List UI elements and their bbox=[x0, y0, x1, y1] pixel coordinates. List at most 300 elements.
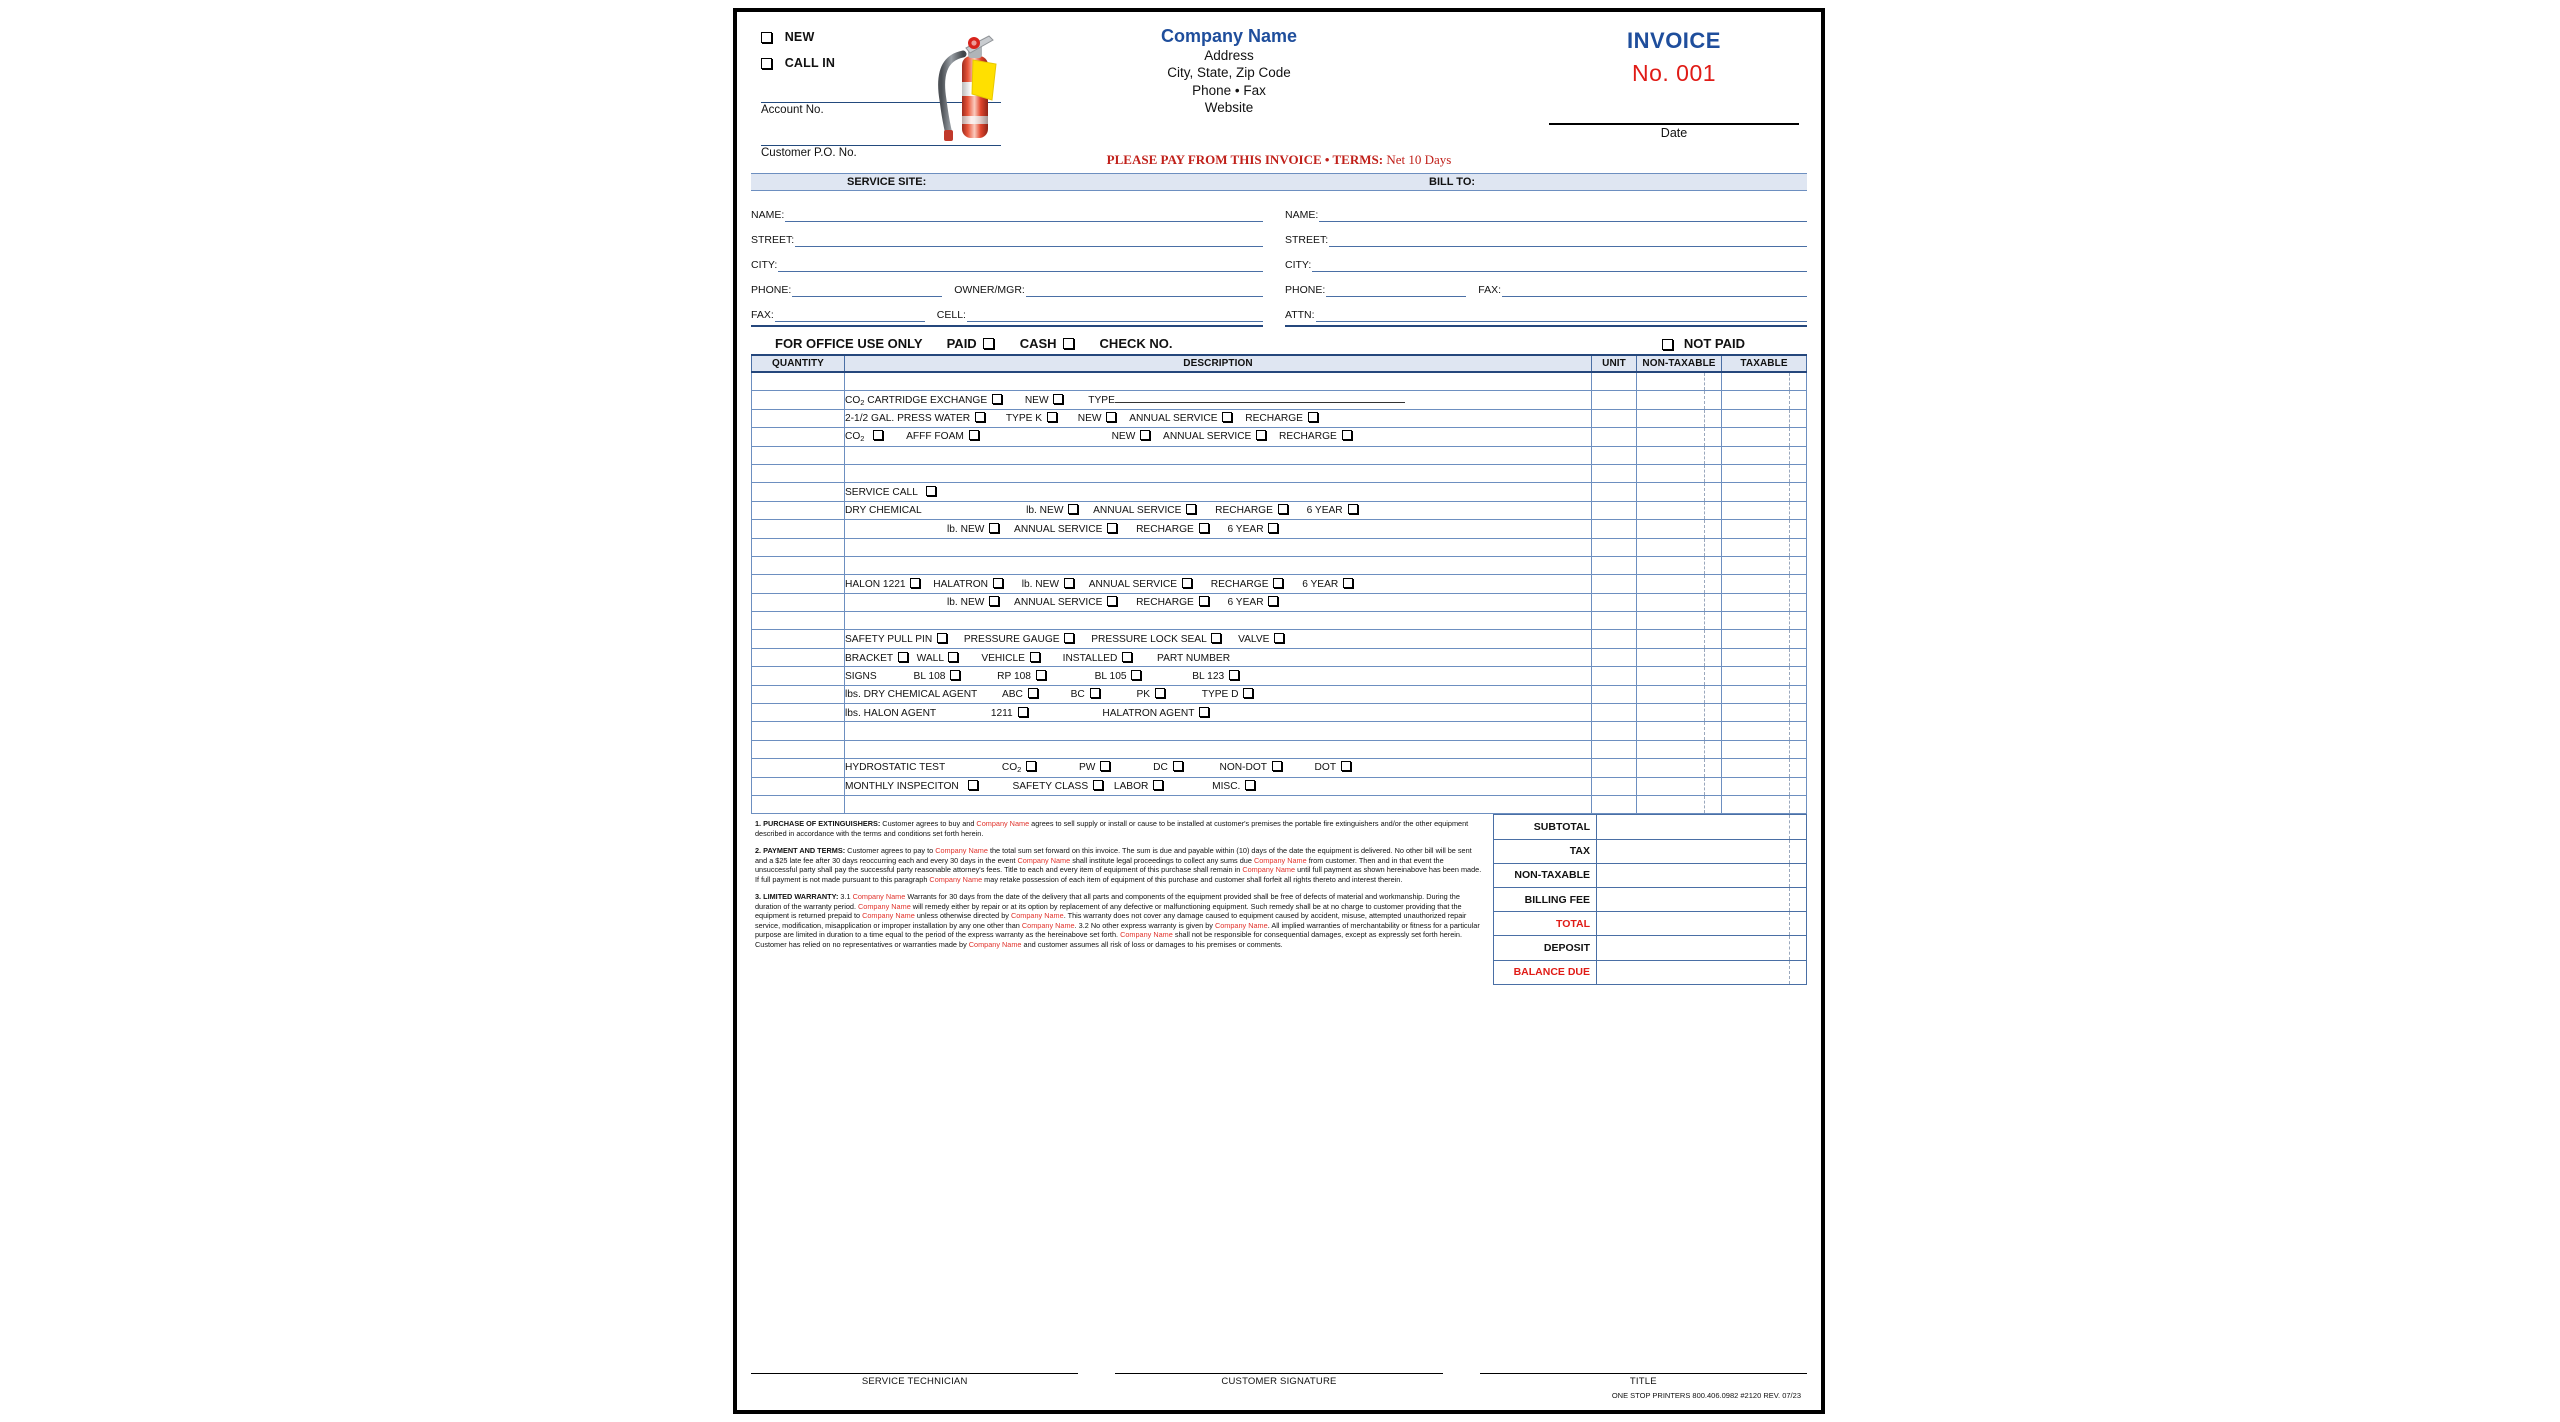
checkbox-icon[interactable] bbox=[1273, 578, 1283, 588]
qty-cell[interactable] bbox=[752, 612, 845, 630]
checkbox-icon[interactable] bbox=[1068, 504, 1078, 514]
checkbox-icon[interactable] bbox=[1278, 504, 1288, 514]
bill-street-row bbox=[1285, 222, 1807, 247]
part-number-label: PART NUMBER bbox=[1157, 652, 1231, 664]
checkbox-icon[interactable] bbox=[969, 430, 979, 440]
table-row[interactable] bbox=[752, 428, 1807, 446]
tax-cell[interactable] bbox=[1722, 520, 1807, 538]
table-row[interactable] bbox=[752, 391, 1807, 409]
company-token: Company Name bbox=[858, 901, 911, 911]
checkbox-icon[interactable] bbox=[992, 394, 1002, 404]
halatron-agent-label: HALATRON AGENT bbox=[1102, 707, 1195, 719]
checkbox-icon[interactable] bbox=[1173, 761, 1183, 771]
unit-cell[interactable] bbox=[1592, 777, 1637, 795]
checkbox-call-in-icon[interactable] bbox=[761, 58, 772, 69]
service-city-input[interactable] bbox=[778, 257, 1263, 272]
deposit-label: DEPOSIT bbox=[1493, 936, 1597, 959]
checkbox-icon[interactable] bbox=[1348, 504, 1358, 514]
table-row[interactable] bbox=[752, 464, 1807, 482]
nontax-cell[interactable] bbox=[1637, 483, 1722, 501]
bill-attn-input[interactable] bbox=[1316, 307, 1807, 322]
checkbox-icon[interactable] bbox=[1155, 688, 1165, 698]
co2-label: $CO_2$ bbox=[1001, 762, 1022, 775]
recharge-label: RECHARGE bbox=[1279, 431, 1337, 443]
checkbox-new-icon[interactable] bbox=[761, 32, 772, 43]
checkbox-icon[interactable] bbox=[1341, 761, 1351, 771]
checkbox-icon[interactable] bbox=[1211, 633, 1221, 643]
company-token: Company Name bbox=[1120, 930, 1173, 940]
terms-2f: may retake possession of each item of equipment of this purchase and customer shall forfeit all rights thereto and interest therein. bbox=[982, 874, 1403, 884]
table-row[interactable] bbox=[752, 777, 1807, 795]
lb-new-label: lb. NEW bbox=[947, 597, 985, 609]
checkbox-icon[interactable] bbox=[1274, 633, 1284, 643]
checkbox-icon[interactable] bbox=[1256, 430, 1266, 440]
qty-cell[interactable] bbox=[752, 372, 845, 391]
nontax-cell[interactable] bbox=[1637, 575, 1722, 593]
unit-cell[interactable] bbox=[1592, 704, 1637, 722]
qty-cell[interactable] bbox=[752, 630, 845, 648]
bl108-label: BL 108 bbox=[913, 670, 946, 682]
checkbox-icon[interactable] bbox=[1053, 394, 1063, 404]
table-row[interactable] bbox=[752, 409, 1807, 427]
table-row[interactable] bbox=[752, 593, 1807, 611]
checkbox-icon[interactable] bbox=[1122, 652, 1132, 662]
tax-cell[interactable] bbox=[1722, 483, 1807, 501]
checkbox-icon[interactable] bbox=[926, 486, 936, 496]
qty-cell[interactable] bbox=[752, 446, 845, 464]
checkbox-icon[interactable] bbox=[1308, 412, 1318, 422]
installed-label: INSTALLED bbox=[1062, 652, 1118, 664]
desc-cell[interactable] bbox=[845, 538, 1592, 556]
checkbox-icon[interactable] bbox=[989, 596, 999, 606]
pw-label: PW bbox=[1078, 762, 1096, 774]
qty-cell[interactable] bbox=[752, 501, 845, 519]
checkbox-icon[interactable] bbox=[1199, 707, 1209, 717]
checkbox-icon[interactable] bbox=[1090, 688, 1100, 698]
signature-service-technician bbox=[751, 1373, 1078, 1387]
tax-cell[interactable] bbox=[1722, 612, 1807, 630]
unit-cell[interactable] bbox=[1592, 501, 1637, 519]
unit-cell[interactable] bbox=[1592, 593, 1637, 611]
desc-cell[interactable] bbox=[845, 777, 1592, 795]
type-label: TYPE bbox=[1088, 395, 1115, 407]
table-row[interactable] bbox=[752, 759, 1807, 777]
pay-terms-net: Net 10 Days bbox=[1386, 152, 1452, 167]
terms-1-title: 1. PURCHASE OF EXTINGUISHERS: bbox=[755, 819, 881, 829]
qty-cell[interactable] bbox=[752, 391, 845, 409]
service-street-input[interactable] bbox=[795, 232, 1263, 247]
checkbox-icon[interactable] bbox=[1343, 578, 1353, 588]
nontax-cell[interactable] bbox=[1637, 391, 1722, 409]
checkbox-icon[interactable] bbox=[1222, 412, 1232, 422]
desc-cell[interactable] bbox=[845, 722, 1592, 740]
table-row[interactable] bbox=[752, 685, 1807, 703]
signature-row bbox=[751, 1373, 1807, 1387]
checkbox-icon[interactable] bbox=[937, 633, 947, 643]
signature-title bbox=[1480, 1373, 1807, 1387]
unit-cell[interactable] bbox=[1592, 409, 1637, 427]
checkbox-icon[interactable] bbox=[1245, 780, 1255, 790]
desc-cell[interactable] bbox=[845, 704, 1592, 722]
desc-cell[interactable] bbox=[845, 556, 1592, 574]
tax-cell[interactable] bbox=[1722, 575, 1807, 593]
service-name-label: NAME: bbox=[751, 209, 785, 221]
checkbox-icon[interactable] bbox=[1131, 670, 1141, 680]
bill-phone-label: PHONE: bbox=[1285, 284, 1326, 296]
terms-text bbox=[751, 814, 1491, 984]
qty-cell[interactable] bbox=[752, 722, 845, 740]
nontax-cell[interactable] bbox=[1637, 795, 1722, 813]
desc-cell[interactable] bbox=[845, 612, 1592, 630]
service-site-fields bbox=[751, 197, 1279, 327]
table-row[interactable] bbox=[752, 575, 1807, 593]
checkbox-icon[interactable] bbox=[873, 430, 883, 440]
table-row[interactable] bbox=[752, 795, 1807, 813]
company-phone-fax: Phone • Fax bbox=[1192, 82, 1266, 98]
qty-cell[interactable] bbox=[752, 704, 845, 722]
unit-cell[interactable] bbox=[1592, 372, 1637, 391]
bl105-label: BL 105 bbox=[1094, 670, 1127, 682]
nontax-cell[interactable] bbox=[1637, 777, 1722, 795]
checkbox-icon[interactable] bbox=[1030, 652, 1040, 662]
nontax-cell[interactable] bbox=[1637, 372, 1722, 391]
company-token: Company Name bbox=[852, 892, 906, 902]
unit-cell[interactable] bbox=[1592, 685, 1637, 703]
unit-cell[interactable] bbox=[1592, 740, 1637, 758]
billing-fee-value[interactable] bbox=[1597, 888, 1807, 911]
table-row[interactable] bbox=[752, 538, 1807, 556]
unit-cell[interactable] bbox=[1592, 667, 1637, 685]
fire-extinguisher-icon bbox=[933, 30, 1005, 142]
checkbox-icon[interactable] bbox=[1342, 430, 1352, 440]
unit-cell[interactable] bbox=[1592, 722, 1637, 740]
service-city-label: CITY: bbox=[751, 259, 778, 271]
checkbox-icon[interactable] bbox=[1199, 523, 1209, 533]
checkbox-icon[interactable] bbox=[1018, 707, 1028, 717]
nontax-cell[interactable] bbox=[1637, 520, 1722, 538]
tax-cell[interactable] bbox=[1722, 464, 1807, 482]
desc-cell[interactable] bbox=[845, 501, 1592, 519]
checkbox-icon[interactable] bbox=[1199, 596, 1209, 606]
nontax-cell[interactable] bbox=[1637, 704, 1722, 722]
qty-cell[interactable] bbox=[752, 648, 845, 666]
checkbox-icon[interactable] bbox=[1100, 761, 1110, 771]
check-no-label: CHECK NO. bbox=[1099, 335, 1173, 351]
title-label: TITLE bbox=[1629, 1376, 1657, 1387]
desc-cell[interactable] bbox=[845, 428, 1592, 446]
checkbox-icon[interactable] bbox=[1243, 688, 1253, 698]
desc-cell[interactable] bbox=[845, 446, 1592, 464]
desc-cell[interactable] bbox=[845, 740, 1592, 758]
qty-cell[interactable] bbox=[752, 483, 845, 501]
qty-cell[interactable] bbox=[752, 556, 845, 574]
tax-cell[interactable] bbox=[1722, 556, 1807, 574]
checkbox-icon[interactable] bbox=[948, 652, 958, 662]
terms-paragraph-2 bbox=[755, 846, 1483, 884]
qty-cell[interactable] bbox=[752, 428, 845, 446]
pk-label: PK bbox=[1136, 689, 1151, 701]
checkbox-icon[interactable] bbox=[1036, 670, 1046, 680]
bill-street-input[interactable] bbox=[1329, 232, 1807, 247]
table-row[interactable] bbox=[752, 648, 1807, 666]
tax-cell[interactable] bbox=[1722, 428, 1807, 446]
bc-label: BC bbox=[1070, 689, 1085, 701]
checkbox-icon[interactable] bbox=[1272, 761, 1282, 771]
unit-cell[interactable] bbox=[1592, 520, 1637, 538]
qty-cell[interactable] bbox=[752, 575, 845, 593]
recharge-label: RECHARGE bbox=[1210, 578, 1269, 590]
checkbox-icon[interactable] bbox=[968, 780, 978, 790]
nontax-cell[interactable] bbox=[1637, 722, 1722, 740]
checkbox-icon[interactable] bbox=[898, 652, 908, 662]
checkbox-icon[interactable] bbox=[910, 578, 920, 588]
nontax-cell[interactable] bbox=[1637, 740, 1722, 758]
customer-signature-line[interactable] bbox=[1115, 1373, 1442, 1374]
desc-cell[interactable] bbox=[845, 409, 1592, 427]
checkbox-cash-icon[interactable] bbox=[1063, 338, 1074, 349]
service-fax-input[interactable] bbox=[775, 307, 925, 322]
unit-cell[interactable] bbox=[1592, 630, 1637, 648]
qty-cell[interactable] bbox=[752, 667, 845, 685]
checkbox-icon[interactable] bbox=[1093, 780, 1103, 790]
service-bill-bar bbox=[751, 173, 1807, 191]
tax-value[interactable] bbox=[1597, 840, 1807, 863]
type-k-label: TYPE K bbox=[1005, 413, 1043, 425]
bill-to-fields bbox=[1279, 197, 1807, 327]
desc-cell[interactable] bbox=[845, 593, 1592, 611]
table-row[interactable] bbox=[752, 501, 1807, 519]
invoice-number: No. 001 bbox=[1631, 60, 1717, 86]
terms-2b: the total sum set forward on this invoice. The sum is due and payable within (10) days of the date the equipment is delivered. No other bill will be sent and a $25 late fee after 30 days reoccurring each and every 30 days in the event bbox=[755, 846, 1472, 865]
checkbox-icon[interactable] bbox=[1064, 578, 1074, 588]
tax-cell[interactable] bbox=[1722, 648, 1807, 666]
tax-cell[interactable] bbox=[1722, 538, 1807, 556]
tax-cell[interactable] bbox=[1722, 795, 1807, 813]
desc-cell[interactable] bbox=[845, 483, 1592, 501]
tax-cell[interactable] bbox=[1722, 667, 1807, 685]
unit-cell[interactable] bbox=[1592, 464, 1637, 482]
terms-paragraph-1 bbox=[755, 819, 1483, 838]
nontax-cell[interactable] bbox=[1637, 538, 1722, 556]
deposit-value[interactable] bbox=[1597, 936, 1807, 959]
lb-new-label: lb. NEW bbox=[947, 523, 985, 535]
desc-cell[interactable] bbox=[845, 667, 1592, 685]
checkbox-icon[interactable] bbox=[1047, 412, 1057, 422]
halatron-label: HALATRON bbox=[933, 578, 988, 590]
checkbox-icon[interactable] bbox=[1107, 523, 1117, 533]
checkbox-icon[interactable] bbox=[1140, 430, 1150, 440]
table-row[interactable] bbox=[752, 446, 1807, 464]
checkbox-icon[interactable] bbox=[1106, 412, 1116, 422]
table-row[interactable] bbox=[752, 630, 1807, 648]
qty-cell[interactable] bbox=[752, 409, 845, 427]
tax-cell[interactable] bbox=[1722, 391, 1807, 409]
checkbox-icon[interactable] bbox=[950, 670, 960, 680]
nontax-cell[interactable] bbox=[1637, 630, 1722, 648]
table-row[interactable] bbox=[752, 704, 1807, 722]
tax-cell[interactable] bbox=[1722, 372, 1807, 391]
unit-cell[interactable] bbox=[1592, 612, 1637, 630]
nontax-cell[interactable] bbox=[1637, 593, 1722, 611]
unit-cell[interactable] bbox=[1592, 446, 1637, 464]
qty-cell[interactable] bbox=[752, 538, 845, 556]
bracket-label: BRACKET bbox=[845, 652, 893, 664]
terms-2d: from customer. Then and in that event the unsuccessful party shall pay the successful party reasonable attorney's fees. Title to each and every item of equipment of this purchase shall remain in bbox=[755, 855, 1444, 875]
terms-3d: unless otherwise directed by bbox=[914, 911, 1011, 921]
unit-cell[interactable] bbox=[1592, 759, 1637, 777]
unit-cell[interactable] bbox=[1592, 556, 1637, 574]
company-token: Company Name bbox=[935, 846, 988, 856]
six-year-label: 6 YEAR bbox=[1306, 505, 1343, 517]
checkbox-icon[interactable] bbox=[975, 412, 985, 422]
tax-cell[interactable] bbox=[1722, 777, 1807, 795]
bill-attn-label: ATTN: bbox=[1285, 309, 1315, 321]
nontax-cell[interactable] bbox=[1637, 667, 1722, 685]
annual-service-label: ANNUAL SERVICE bbox=[1163, 431, 1252, 443]
nontax-cell[interactable] bbox=[1637, 759, 1722, 777]
checkbox-icon[interactable] bbox=[1064, 633, 1074, 643]
table-row[interactable] bbox=[752, 556, 1807, 574]
total-value[interactable] bbox=[1597, 912, 1807, 935]
desc-cell[interactable] bbox=[845, 372, 1592, 391]
subtotal-value[interactable] bbox=[1597, 815, 1807, 838]
qty-cell[interactable] bbox=[752, 777, 845, 795]
row-label: $CO_2$ bbox=[845, 395, 865, 408]
unit-cell[interactable] bbox=[1592, 428, 1637, 446]
bill-city-label: CITY: bbox=[1285, 259, 1312, 271]
company-address: Address bbox=[1204, 47, 1254, 63]
office-use-title: FOR OFFICE USE ONLY bbox=[775, 335, 923, 351]
subtotal-label: SUBTOTAL bbox=[1493, 815, 1597, 838]
nontax-cell[interactable] bbox=[1637, 428, 1722, 446]
nontax-cell[interactable] bbox=[1637, 464, 1722, 482]
service-name-input[interactable] bbox=[785, 207, 1263, 222]
desc-cell[interactable] bbox=[845, 630, 1592, 648]
qty-cell[interactable] bbox=[752, 464, 845, 482]
qty-cell[interactable] bbox=[752, 740, 845, 758]
service-name-row bbox=[751, 197, 1263, 222]
tax-cell[interactable] bbox=[1722, 446, 1807, 464]
nontax-cell[interactable] bbox=[1637, 685, 1722, 703]
table-row[interactable] bbox=[752, 520, 1807, 538]
signature-customer bbox=[1115, 1373, 1442, 1387]
tax-cell[interactable] bbox=[1722, 630, 1807, 648]
unit-cell[interactable] bbox=[1592, 795, 1637, 813]
tax-cell[interactable] bbox=[1722, 722, 1807, 740]
nontax-cell[interactable] bbox=[1637, 612, 1722, 630]
bill-fax-input[interactable] bbox=[1502, 282, 1807, 297]
desc-cell[interactable] bbox=[845, 575, 1592, 593]
desc-cell[interactable] bbox=[845, 685, 1592, 703]
checkbox-icon[interactable] bbox=[1182, 578, 1192, 588]
desc-cell[interactable] bbox=[845, 648, 1592, 666]
company-token: Company Name bbox=[1021, 920, 1075, 930]
checkbox-icon[interactable] bbox=[993, 578, 1003, 588]
service-owner-input[interactable] bbox=[1026, 282, 1263, 297]
nontax-cell[interactable] bbox=[1637, 648, 1722, 666]
tax-cell[interactable] bbox=[1722, 740, 1807, 758]
qty-cell[interactable] bbox=[752, 520, 845, 538]
qty-cell[interactable] bbox=[752, 685, 845, 703]
checkbox-icon[interactable] bbox=[1268, 523, 1278, 533]
type-input[interactable] bbox=[1115, 393, 1405, 403]
unit-cell[interactable] bbox=[1592, 648, 1637, 666]
table-row[interactable] bbox=[752, 483, 1807, 501]
service-cell-input[interactable] bbox=[967, 307, 1263, 322]
checkbox-icon[interactable] bbox=[1268, 596, 1278, 606]
table-row[interactable] bbox=[752, 667, 1807, 685]
qty-cell[interactable] bbox=[752, 759, 845, 777]
tax-cell[interactable] bbox=[1722, 501, 1807, 519]
checkbox-icon[interactable] bbox=[1229, 670, 1239, 680]
desc-cell[interactable] bbox=[845, 464, 1592, 482]
checkbox-not-paid-icon[interactable] bbox=[1662, 339, 1673, 350]
qty-cell[interactable] bbox=[752, 593, 845, 611]
nontax-cell[interactable] bbox=[1637, 409, 1722, 427]
tax-cell[interactable] bbox=[1722, 685, 1807, 703]
service-phone-input[interactable] bbox=[792, 282, 942, 297]
bill-phone-input[interactable] bbox=[1326, 282, 1466, 297]
company-name: Company Name bbox=[1160, 26, 1298, 46]
balance-due-value[interactable] bbox=[1597, 961, 1807, 984]
bill-name-row bbox=[1285, 197, 1807, 222]
unit-cell[interactable] bbox=[1592, 538, 1637, 556]
table-row[interactable] bbox=[752, 612, 1807, 630]
service-technician-line[interactable] bbox=[751, 1373, 1078, 1374]
checkbox-icon[interactable] bbox=[1153, 780, 1163, 790]
valve-label: VALVE bbox=[1238, 634, 1270, 646]
desc-cell[interactable] bbox=[845, 391, 1592, 409]
nontax-cell[interactable] bbox=[1637, 446, 1722, 464]
date-input[interactable] bbox=[1549, 97, 1799, 125]
annual-service-label: ANNUAL SERVICE bbox=[1014, 523, 1103, 535]
tax-cell[interactable] bbox=[1722, 409, 1807, 427]
unit-cell[interactable] bbox=[1592, 483, 1637, 501]
title-line[interactable] bbox=[1480, 1373, 1807, 1374]
service-site-label: SERVICE SITE: bbox=[847, 176, 927, 188]
office-use-row bbox=[751, 334, 1807, 352]
table-row[interactable] bbox=[752, 722, 1807, 740]
table-row[interactable] bbox=[752, 372, 1807, 391]
desc-cell[interactable] bbox=[845, 520, 1592, 538]
checkbox-icon[interactable] bbox=[1028, 688, 1038, 698]
desc-cell[interactable] bbox=[845, 795, 1592, 813]
nontax-cell[interactable] bbox=[1637, 501, 1722, 519]
qty-cell[interactable] bbox=[752, 795, 845, 813]
unit-cell[interactable] bbox=[1592, 575, 1637, 593]
bill-name-input[interactable] bbox=[1319, 207, 1807, 222]
unit-cell[interactable] bbox=[1592, 391, 1637, 409]
tax-cell[interactable] bbox=[1722, 759, 1807, 777]
checkbox-paid-icon[interactable] bbox=[983, 338, 994, 349]
line-items-table bbox=[751, 354, 1807, 814]
checkbox-icon[interactable] bbox=[989, 523, 999, 533]
1211-label: 1211 bbox=[990, 707, 1013, 719]
checkbox-icon[interactable] bbox=[1026, 761, 1036, 771]
tax-cell[interactable] bbox=[1722, 704, 1807, 722]
company-token: Company Name bbox=[968, 939, 1022, 949]
desc-cell[interactable] bbox=[845, 759, 1592, 777]
col-unit: UNIT bbox=[1592, 355, 1637, 372]
bill-city-input[interactable] bbox=[1312, 257, 1807, 272]
recharge-label: RECHARGE bbox=[1245, 413, 1303, 425]
non-taxable-value[interactable] bbox=[1597, 864, 1807, 887]
table-row[interactable] bbox=[752, 740, 1807, 758]
checkbox-icon[interactable] bbox=[1107, 596, 1117, 606]
checkbox-icon[interactable] bbox=[1186, 504, 1196, 514]
nontax-cell[interactable] bbox=[1637, 556, 1722, 574]
tax-cell[interactable] bbox=[1722, 593, 1807, 611]
